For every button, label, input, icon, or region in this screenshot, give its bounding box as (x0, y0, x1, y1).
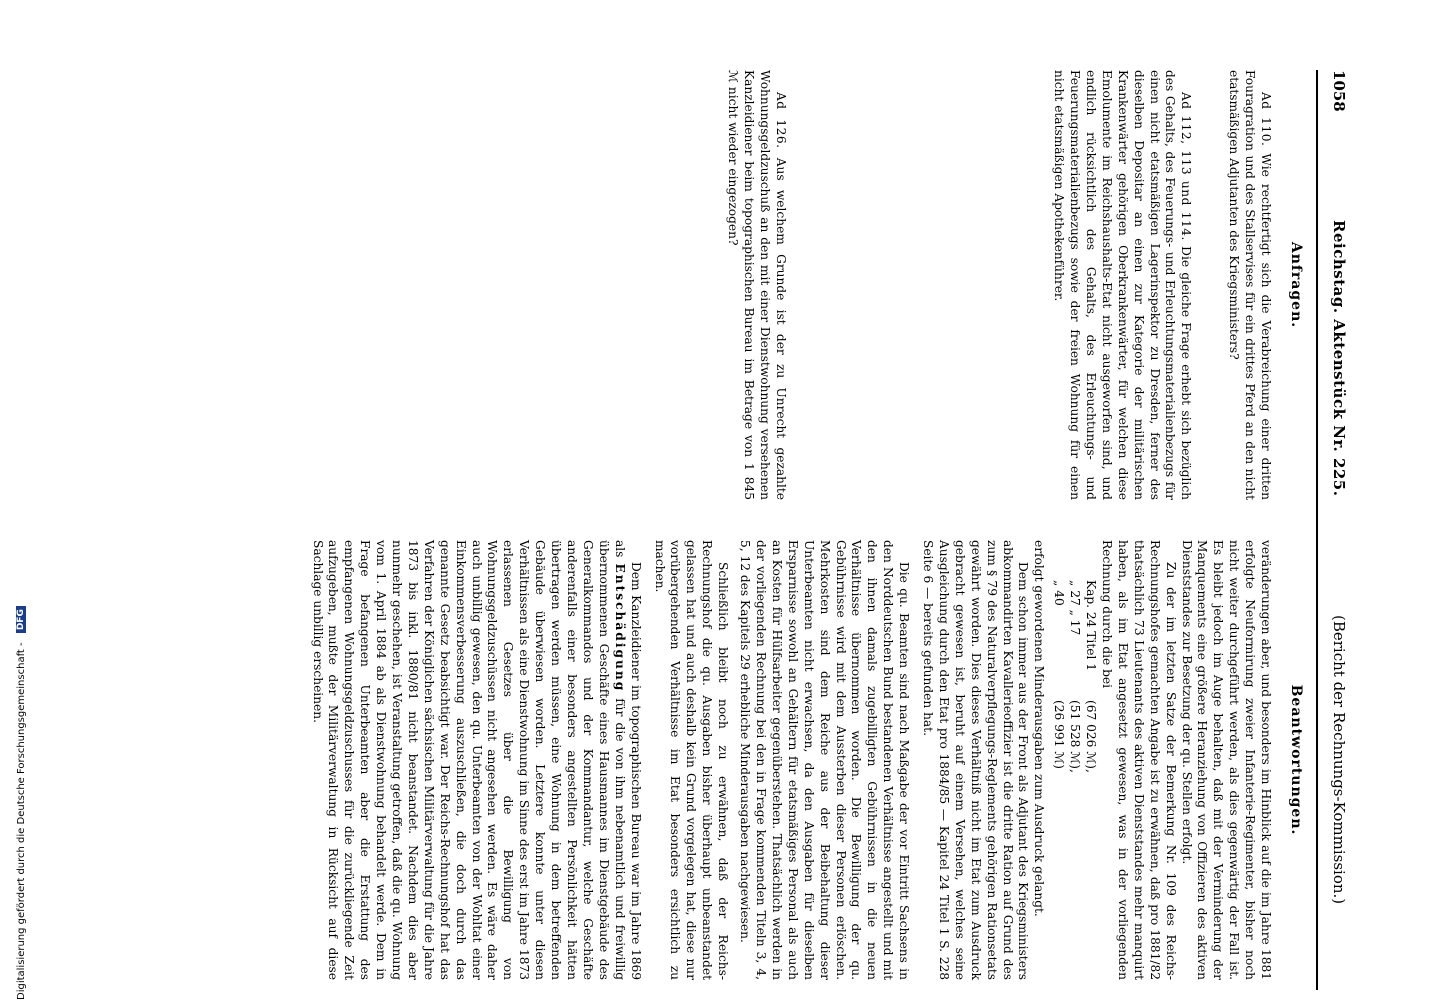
answer-paragraph: Schließlich bleibt noch zu erwähnen, daß der Reichs-Rechnungshof die qu. Ausgaben bisher überhaupt unbeanstandet gelassen hat und auch deshalb kein Grund vorgelegen hat, diese nur vorübergehenden Verhältnisse im Etat besonders ersichtlich zu machen. (652, 540, 731, 980)
table-cell: Kap. 24 Titel 1 (1084, 580, 1099, 671)
question-lead: Ad 126. (774, 92, 789, 149)
question-lead: Ad 110. (1259, 92, 1274, 147)
question-text: Wie rechtfertigt sich die Verabreichung einer dritten Fouragration und des Stallservises für ein drittes Pferd an den nicht etatsmäßigen Adjutanten des Kriegsministers? (1227, 70, 1274, 501)
answer-paragraph: Zu der im letzten Satze der Bemerkung Nr. 109 des Reichs-Rechnungshofes gemachten Angabe ist zu erwähnen, daß pro 1881/82 thatsächlich 73 Lieutenants des aktiven Dienststandes mehr manquirt haben, als im Etat angesetzt gewesen, was in der vorliegenden Rechnung durch die bei (1100, 540, 1178, 980)
table-cell: (51 528 ℳ), (1068, 700, 1083, 773)
dfg-logo: DFG (16, 606, 26, 633)
rotated-page (5, 70, 1350, 990)
question-text: Aus welchem Grunde ist der zu Unrecht gezahlte Wohnungsgeldzuschuß an den mit einer Dienstwohnung versehenen Kanzleidiener beim topographischen Bureau im Betrage von 1 845 ℳ nicht wieder eingezogen? (726, 70, 789, 500)
document-number: 225. (1330, 457, 1348, 497)
table-row (1050, 580, 1066, 980)
question-lead: Ad 112, 113 und 114. (1179, 92, 1194, 241)
question-text: Die gleiche Frage erhebt sich bezüglich des Gehalts, des Feuerungs- und Erleuchtungsmaterialienbezugs für einen nicht etatsmäßigen Lagerinspektor zu Dresden, ferner des dieselben Depositar an einen zur Kategorie der militärischen Krankenwärter gehörigen Oberkrankenwärter, für welchen diese Emolumente im Reichshaushalts-Etat nicht ausgeworfen sind, und endlich rücksichtlich des Gehalts, des Erleuchtungs- und Feuerungsmaterialienbezugs sowie der freien Wohnung für einen nicht etatsmäßigen Apothekenführer. (1052, 70, 1194, 501)
table-cell: „ 27 „ 17 (1068, 580, 1083, 636)
answers-title: Beantwortungen. (1288, 684, 1304, 836)
questions-column (719, 70, 1303, 500)
answers-column (303, 540, 1303, 980)
table-cell: (26 991 ℳ) (1052, 700, 1067, 770)
question-paragraph (1225, 70, 1273, 500)
page-header (1316, 70, 1350, 990)
question-paragraph (725, 70, 789, 500)
answer-paragraph (309, 540, 643, 980)
answer-paragraph: erfolgt gewordenen Minderausgaben zum Ausdruck gelangt. (1032, 540, 1047, 917)
page-number: 1058 (1330, 70, 1348, 112)
answer-lead: Dem Kanzleidiener im topographischen Bureau war im Jahre 1869 als (612, 540, 643, 980)
answer-emphasis: Entschädigung (612, 563, 627, 693)
digitization-credit (16, 606, 27, 1000)
running-head-title: Reichstag. Aktenstück (1330, 220, 1348, 420)
credit-text: Digitalisierung gefördert durch die Deutsche Forschungsgemeinschaft - (16, 642, 27, 1000)
answer-paragraph: veränderungen aber, und besonders im Hinblick auf die im Jahre 1881 erfolgte Neuformirung zweier Infanterie-Regimenter, bisher noch nicht weiter durchgeführt werden, als dies gegenwärtig der Fall ist. Es bleibt jedoch im Auge behalten, daß mit der Verminderung der Manquements eine größere Heranziehung von Offizieren des aktiven Dienststandes zur Besetzung der qu. Stellen erfolgt. (1179, 540, 1274, 980)
table-cell: „ 40 (1052, 580, 1067, 606)
question-paragraph (1050, 70, 1193, 500)
answer-paragraph: Die qu. Beamten sind nach Maßgabe der vor Eintritt Sachsens in den Norddeutschen Bund bestandenen Verhältnisse angestellt und mit den ihnen damals zugebilligten Gebührnissen in die neuen Verhältnisse übernommen worden. Die Bewilligung der qu. Gebührnisse wird mit dem Aussterben dieser Personen erlöschen. Mehrkosten sind dem Reiche aus der Beibehaltung dieser Unterbeamten nicht erwachsen, da den Ausgaben für dieselben Ersparnisse sowohl an Gehältern für etatsmäßiges Personal als auch an Kosten für Hülfsarbeiter gegenüberstehen. Thatsächlich werden in der vorliegenden Rechnung bei den in Frage kommenden Titeln 3, 4, 5, 12 des Kapitels 29 erhebliche Minderausgaben nachgewiesen. (738, 540, 912, 980)
answer-text: für die von ihm nebenamtlich und freiwillig übernommenen Geschäfte eines Hausmannes im Dienstgebäude des Generalkommandos und der Kommandantur, welche Geschäfte anderenfalls einer besonders angestellten Persönlichkeit hätten übertragen werden müssen, eine Wohnung in dem betreffenden Gebäude überwiesen worden. Letztere konnte unter diesen Verhältnissen als eine Dienstwohnung im Sinne des erst im Jahre 1873 erlassenen Gesetzes über die Bewilligung von Wohnungsgeldzuschüssen nicht angesehen werden. Es wäre daher auch unbillig gewesen, den qu. Unterbeamten von der Wohltat einer Einkommensverbesserung auszuschließen, die doch durch das genannte Gesetz beabsichtigt war. Der Reichs-Rechnungshof hat das Verfahren der Königlichen sächsischen Militärverwaltung für die Jahre 1873 bis inkl. 1880/81 nicht beanstandet. Nachdem dies aber nunmehr geschehen, ist Veranstaltung getroffen, daß die qu. Wohnung vom 1. April 1884 ab als Dienstwohnung behandelt werde. Dem in Frage befangenen Unterbeamten aber die Erstattung des empfangenen Wohnungsgeldzuschusses für die zurückliegende Zeit aufzugeben, mußte der Militärverwaltung in Rücksicht auf diese Sachlage unbillig erscheinen. (310, 540, 627, 981)
commission-label: (Bericht der Rechnungs-Kommission.) (1330, 615, 1348, 905)
document-number-label: Nr. (1330, 425, 1348, 453)
table-row (1066, 580, 1082, 980)
table-cell: (67 026 ℳ), (1084, 700, 1099, 773)
account-table (1050, 580, 1098, 980)
table-row (1082, 580, 1098, 980)
answer-paragraph: Dem schon immer aus der Front als Adjutant des Kriegsministers abkommandirten Kavallerieoffizier ist die dritte Ration auf Grund des zum § 79 des Naturalverpflegungs-Reglements gehörigen Rationsetats gewährt worden. Dies dieses Verhältniß nicht im Etat zum Ausdruck gebracht gewesen ist, beruht auf einem Versehen, welches seine Ausgleichung durch den Etat pro 1884/85 — Kapitel 24 Titel 1 S. 228 Seite 6 — bereits gefunden hat. (921, 540, 1031, 980)
running-head (1330, 220, 1346, 496)
questions-title: Anfragen. (1288, 241, 1304, 329)
